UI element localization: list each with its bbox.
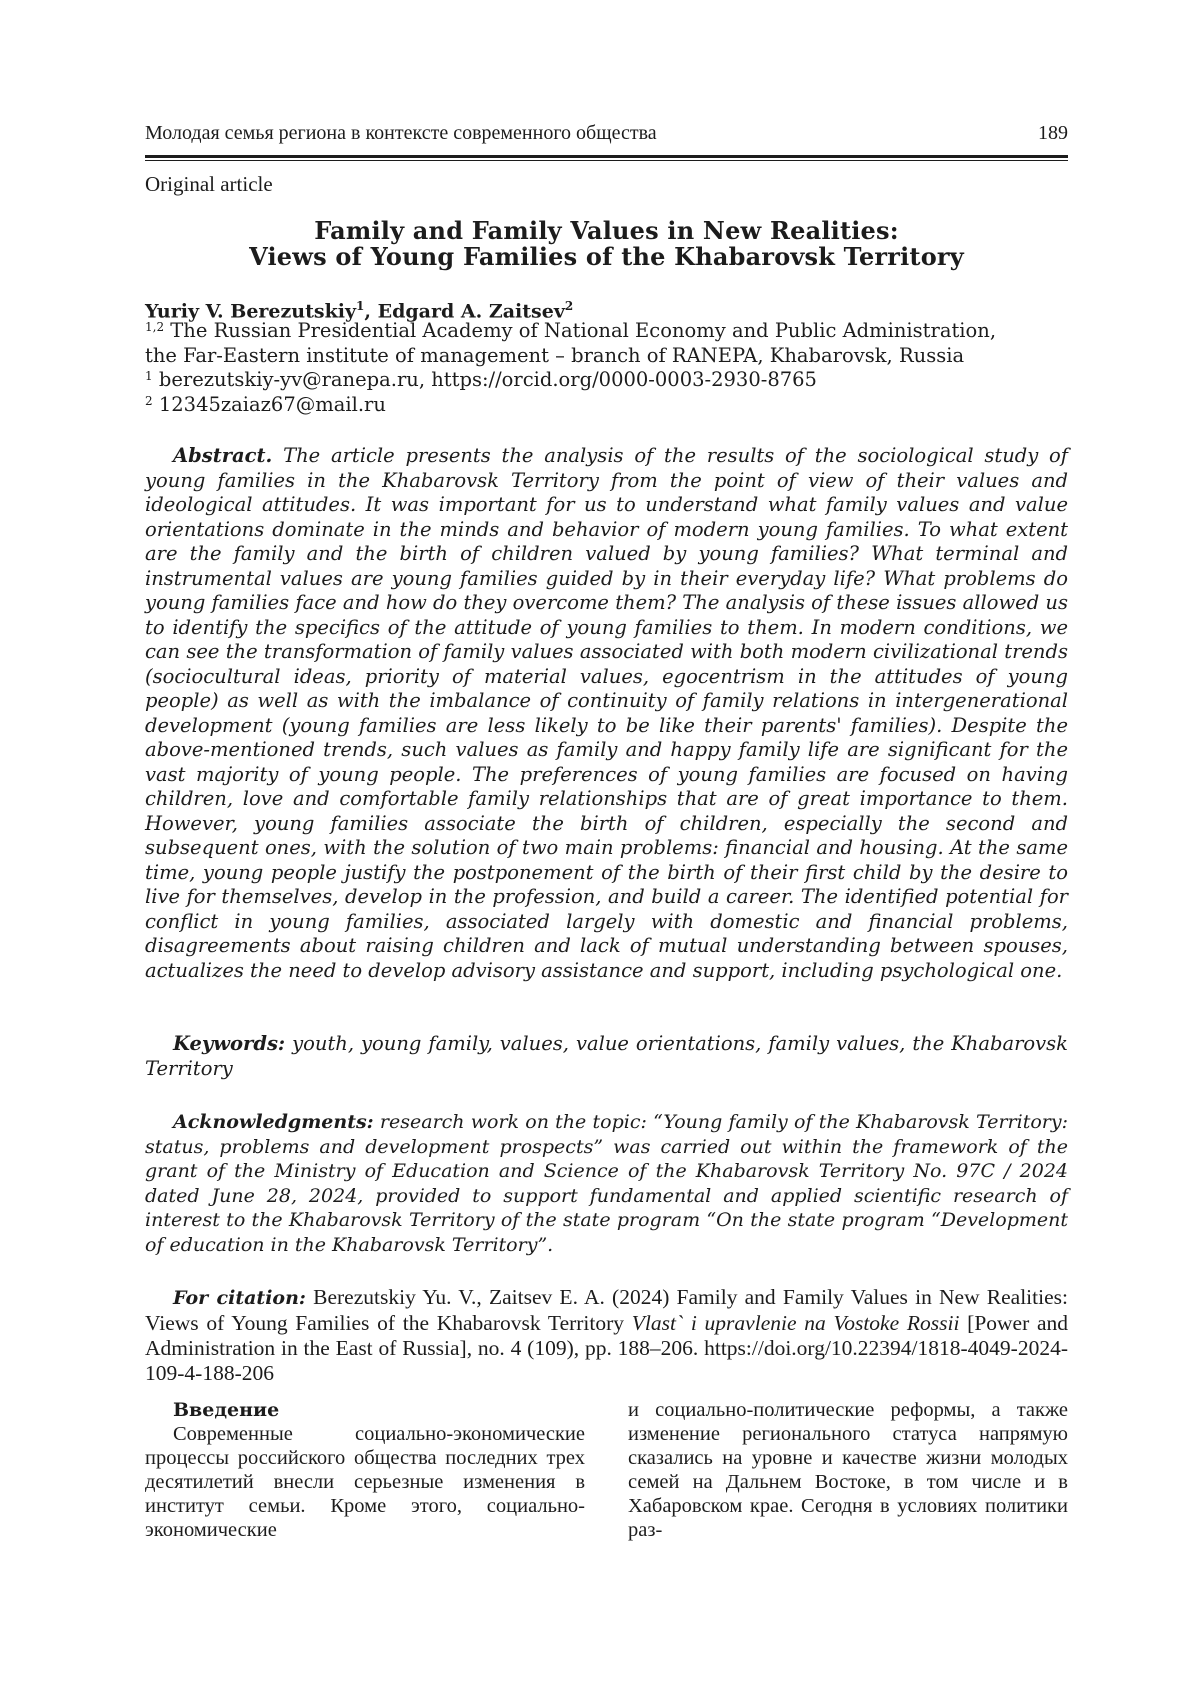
citation-text-after[interactable]: [Power and Administration in the East of Russia], no. 4 (109), pp. 188–206. https://doi.org/10.22394/1818-4049-2024-109-4-188-206	[145, 1311, 1069, 1385]
page-number: 189	[1038, 122, 1068, 144]
header-rule-thin	[145, 160, 1068, 161]
header-rule-thick	[145, 155, 1068, 158]
contact-line	[145, 393, 1075, 418]
affiliation-line: the Far-Eastern institute of management – branch of RANEPA, Khabarovsk, Russia	[145, 343, 965, 367]
running-title: Молодая семья региона в контексте современного общества	[145, 122, 657, 144]
contact-mark: 2	[145, 393, 153, 408]
affiliation-mark: 1,2	[145, 320, 165, 334]
author-separator: ,	[364, 300, 378, 323]
author-name: Edgard A. Zaitsev	[377, 300, 565, 323]
citation-journal: Vlast` i upravlenie na Vostoke Rossii	[631, 1311, 960, 1335]
keywords-label: Keywords:	[173, 1032, 286, 1055]
keywords	[145, 1032, 1068, 1081]
author-affiliation-mark: 2	[564, 299, 574, 313]
article-type: Original article	[145, 172, 273, 196]
article-title-line-1: Family and Family Values in New Realities:	[314, 216, 899, 245]
citation-label: For citation:	[173, 1287, 306, 1309]
affiliation-line	[145, 319, 1075, 344]
acknowledgments-label: Acknowledgments:	[173, 1111, 374, 1133]
body-column-left	[145, 1398, 585, 1542]
article-title-line-2: Views of Young Families of the Khabarovsk Territory	[249, 242, 964, 271]
author-name: Yuriy V. Berezutskiy	[145, 300, 357, 323]
abstract-text: The article presents the analysis of the results of the sociological study of young families in the Khabarovsk Territory from the point of view of their values and ideological attitudes. It was important for us to understand what family values and value orientations dominate in the minds and behavior of modern young families. To what extent are the family and the birth of children valued by young families? What terminal and instrumental values are young families guided by in their everyday life? What problems do young families face and how do they overcome them? The analysis of these issues allowed us to identify the specifics of the attitude of young families to them. In modern conditions, we can see the transformation of family values associated with both modern civilizational trends (sociocultural ideas, priority of material values, egocentrism in the attitudes of young people) as well as with the imbalance of continuity of family relations in intergenerational development (young families are less likely to be like their parents' families). Despite the above-mentioned trends, such values as family and happy family life are significant for the vast majority of young people. The preferences of young families are focused on having children, love and comfortable family relationships that are of great importance to them. However, young families associate the birth of children, especially the second and subsequent ones, with the solution of two main problems: financial and housing. At the same time, young people justify the postponement of the birth of their first child by the desire to live for themselves, develop in the profession, and build a career. The identified potential for conflict in young families, associated largely with domestic and financial problems, disagreements about raising children and lack of mutual understanding between spouses, actualizes the need to develop advisory assistance and support, including psychological one.	[145, 444, 1068, 982]
citation-text: Berezutskiy Yu. V., Zaitsev E. A. (2024) Family and Family Values in New Realities: Views of Young Families of the Khabarovsk Territory	[145, 1285, 1068, 1335]
body-paragraph: Современные социально-экономические процессы российского общества последних трех десятилетий внесли серьезные изменения в институт семьи. Кроме этого, социально-экономические	[145, 1423, 585, 1541]
abstract	[145, 444, 1068, 983]
citation	[145, 1285, 1068, 1386]
body-column-right	[628, 1398, 1068, 1542]
keywords-text: youth, young family, values, value orientations, family values, the Khabarovsk Territory	[145, 1032, 1068, 1080]
contact-line	[145, 368, 1075, 393]
body-paragraph: и социально-политические реформы, а также изменение регионального статуса напрямую сказались на уровне и качестве жизни молодых семей на Дальнем Востоке, в том числе и в Хабаровском крае. Сегодня в условиях политики раз-	[628, 1399, 1068, 1541]
affiliation-text: The Russian Presidential Academy of National Economy and Public Administration,	[170, 319, 997, 342]
abstract-label: Abstract.	[173, 444, 273, 467]
article-title	[145, 218, 1068, 270]
acknowledgments	[145, 1110, 1068, 1257]
section-heading: Введение	[173, 1399, 280, 1421]
contact-email[interactable]: 12345zaiaz67@mail.ru	[158, 392, 386, 416]
author-affiliation-mark: 1	[356, 299, 365, 313]
contact-mark: 1	[145, 369, 153, 383]
affiliation-block	[145, 319, 1075, 417]
contact-email-orcid[interactable]: berezutskiy-yv@ranepa.ru, https://orcid.org/0000-0003-2930-8765	[158, 368, 817, 391]
acknowledgments-text: research work on the topic: “Young family of the Khabarovsk Territory: status, problems and development prospects” was carried out within the framework of the grant of the Ministry of Education and Science of the Khabarovsk Territory No. 97C / 2024 dated June 28, 2024, provided to support fundamental and applied scientific research of interest to the Khabarovsk Territory of the state program “On the state program “Development of education in the Khabarovsk Territory”.	[145, 1111, 1068, 1256]
